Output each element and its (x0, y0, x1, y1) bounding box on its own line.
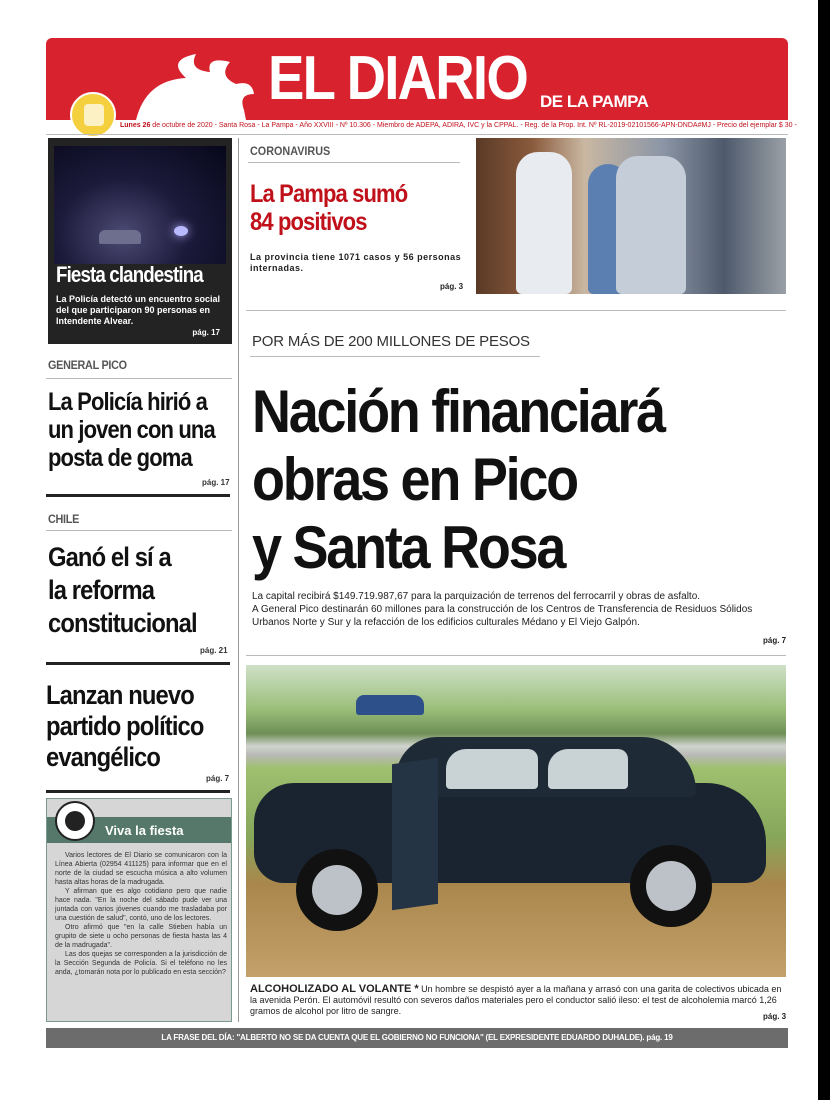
car-roof-shape (396, 737, 696, 797)
dateline (120, 122, 797, 129)
newspaper-subtitle: DE LA PAMPA (540, 92, 649, 111)
caption-lead: ALCOHOLIZADO AL VOLANTE * (250, 983, 419, 995)
divider (46, 378, 232, 379)
headline-line: partido político (46, 711, 204, 741)
pico-headline[interactable] (48, 388, 215, 472)
divider (246, 655, 786, 656)
divider (248, 162, 460, 163)
section-rule (46, 662, 230, 665)
light-shape (174, 226, 188, 236)
divider (46, 530, 232, 531)
seal-logo (70, 92, 116, 138)
sun-rays-logo (126, 50, 256, 120)
mascot-icon (55, 801, 95, 841)
main-headline[interactable] (252, 378, 664, 582)
viva-body (55, 851, 227, 977)
headline-line: posta de goma (48, 444, 192, 472)
fiesta-headline: Fiesta clandestina (56, 262, 203, 287)
main-page-ref: pág. 7 (763, 636, 787, 645)
caption-page-ref: pág. 3 (763, 1012, 787, 1021)
background-car-shape (356, 695, 424, 715)
person-shape (616, 156, 686, 294)
wheel-shape (296, 849, 378, 931)
headline-line: Nación financiará (252, 378, 664, 445)
car-shape (99, 230, 141, 244)
headline-line: Ganó el sí a (48, 542, 171, 572)
kicker-general-pico: GENERAL PICO (48, 358, 127, 372)
viva-paragraph: Varios lectores de El Diario se comunicaron con la Línea Abierta (02954 411125) para informar que en el norte de la ciudad se escucha música a alto volumen hasta altas horas de la madrugada. (55, 852, 227, 886)
corona-summary: La provincia tiene 1071 casos y 56 personas internadas. (250, 252, 462, 273)
car-window-shape (548, 749, 628, 789)
headline-line: constitucional (48, 608, 197, 638)
partido-page-ref: pág. 7 (206, 774, 230, 783)
photo-caption (250, 984, 786, 1017)
corona-page-ref: pág. 3 (440, 282, 464, 291)
wrecked-car-photo[interactable] (246, 665, 786, 977)
headline-line: evangélico (46, 742, 161, 772)
page-edge (818, 0, 830, 1100)
newspaper-title[interactable]: EL DIARIO (268, 44, 528, 113)
headline-line: y Santa Rosa (252, 514, 565, 581)
masthead-rule (46, 134, 788, 135)
dateline-day: Lunes 26 (120, 122, 151, 129)
kicker-coronavirus: CORONAVIRUS (250, 144, 331, 158)
main-kicker: POR MÁS DE 200 MILLONES DE PESOS (252, 333, 530, 350)
viva-paragraph: Otro afirmó que "en la calle Stieben había un grupito de siete u ocho personas de fiesta hasta las 4 de la madrugada". (55, 924, 227, 949)
viva-la-fiesta-column[interactable] (46, 798, 232, 1022)
car-window-shape (446, 749, 538, 789)
caption-text: Un hombre se despistó ayer a la mañana y arrasó con una garita de colectivos ubicada en la avenida Perón. El automóvil resultó con severos daños materiales pero el conductor salió ileso: el test de alcoholemia marcó 1,26 gramos de alcohol por litro de sangre. (250, 984, 782, 1016)
viva-paragraph: Y afirman que es algo cotidiano pero que nadie hace nada. "En la noche del sábado pude ver una juntada con varios jóvenes cuando me trasladaba por una cuestión de salud", contó, uno de los lectores. (55, 888, 227, 922)
frase-del-dia-bar: LA FRASE DEL DÍA: "ALBERTO NO SE DA CUENTA QUE EL GOBIERNO NO FUNCIONA" (EL EXPRESIDENTE EDUARDO DUHALDE). pág. 19 (46, 1028, 788, 1048)
headline-line: la reforma (48, 575, 155, 605)
section-rule (46, 790, 230, 793)
partido-headline[interactable] (46, 680, 204, 773)
divider (246, 310, 786, 311)
headline-line: 84 positivos (250, 208, 367, 236)
fiesta-summary: La Policía detectó un encuentro social del que participaron 90 personas en Intendente Alvear. (56, 294, 221, 326)
main-summary-line: La capital recibirá $149.719.987,67 para la parquización de terrenos del ferrocarril y obras de asfalto. (252, 591, 701, 602)
column-separator (238, 138, 239, 1022)
main-summary (252, 590, 782, 629)
night-photo (54, 146, 226, 264)
headline-line: un joven con una (48, 416, 215, 444)
section-rule (46, 494, 230, 497)
viva-paragraph: Las dos quejas se corresponden a la jurisdicción de la Sección Segunda de Policía. Si el teléfono no les anda, ¿tomarán nota por lo publicado en esta sección? (55, 951, 227, 976)
headline-line: obras en Pico (252, 446, 577, 513)
person-shape (516, 152, 572, 294)
chile-headline[interactable] (48, 541, 197, 640)
divider (250, 356, 540, 357)
fiesta-story[interactable] (48, 138, 232, 344)
chile-page-ref: pág. 21 (200, 646, 228, 655)
dateline-details: de octubre de 2020 - Santa Rosa - La Pampa - Año XXVIII - Nº 10.306 - Miembro de ADEPA, ADIRA, IVC y la CPPAL. - Reg. de la Prop. Int. Nº RL-2019-02101566-APN-DNDA#MJ - Precio del ejemplar $ 30 - (150, 122, 797, 129)
headline-line: Lanzan nuevo (46, 680, 194, 710)
fiesta-page-ref: pág. 17 (192, 328, 220, 337)
headline-line: La Pampa sumó (250, 180, 408, 208)
health-workers-photo (476, 138, 786, 294)
viva-title: Viva la fiesta (105, 823, 184, 838)
corona-headline[interactable] (250, 180, 407, 236)
car-door-shape (392, 758, 438, 910)
headline-line: La Policía hirió a (48, 388, 207, 416)
main-summary-line: A General Pico destinarán 60 millones para la construcción de los Centros de Transferencia de Residuos Sólidos Urbanos Norte y Sur y la refacción de los edificios culturales Médano y El Viejo Galpón. (252, 604, 753, 628)
wheel-shape (630, 845, 712, 927)
pico-page-ref: pág. 17 (202, 478, 230, 487)
kicker-chile: CHILE (48, 512, 80, 526)
